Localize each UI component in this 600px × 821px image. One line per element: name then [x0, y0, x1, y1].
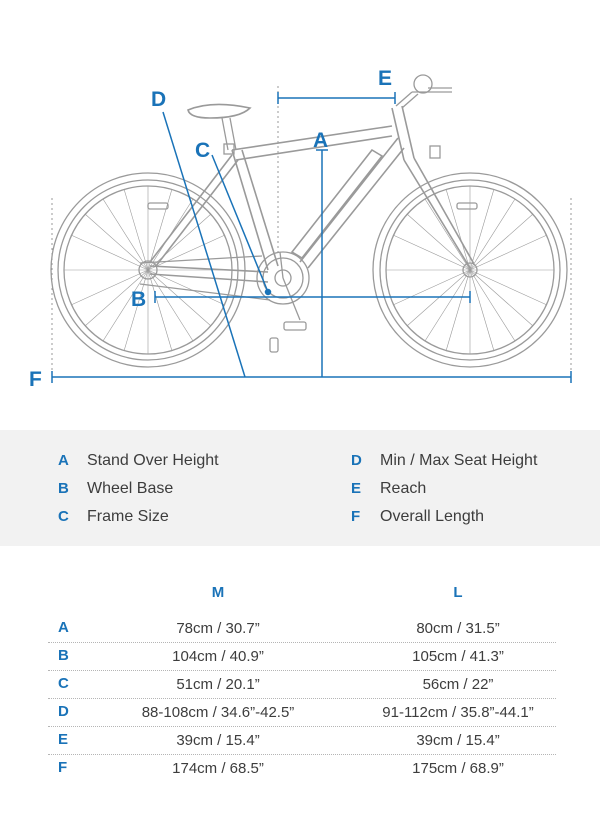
- table-row: [48, 670, 556, 699]
- table-row: [48, 614, 556, 643]
- label-f: F: [29, 368, 42, 391]
- dimension-lines: [52, 92, 571, 383]
- legend-text: Frame Size: [87, 508, 169, 525]
- legend-code: D: [351, 452, 362, 469]
- row-value-m: 39cm / 15.4”: [176, 732, 260, 749]
- table-row: [48, 726, 556, 755]
- row-value-l: 80cm / 31.5”: [416, 620, 500, 637]
- row-code: D: [58, 703, 69, 720]
- front-reflector: [457, 203, 477, 209]
- legend-text: Min / Max Seat Height: [380, 452, 538, 469]
- row-value-l: 56cm / 22”: [422, 676, 494, 693]
- row-code: A: [58, 619, 69, 636]
- legend-text: Reach: [380, 480, 427, 497]
- table-row: [48, 754, 556, 782]
- dimension-legend: [0, 430, 600, 546]
- table-row: [48, 698, 556, 727]
- row-value-m: 104cm / 40.9”: [172, 648, 264, 665]
- bike-frame: [150, 106, 474, 282]
- row-code: C: [58, 675, 69, 692]
- legend-code: B: [58, 480, 69, 497]
- column-header-l: L: [453, 584, 463, 601]
- label-a: A: [313, 129, 329, 152]
- row-value-l: 39cm / 15.4”: [416, 732, 500, 749]
- row-value-m: 51cm / 20.1”: [176, 676, 260, 693]
- bike-illustration: [51, 75, 567, 367]
- row-value-m: 88-108cm / 34.6”-42.5”: [141, 704, 295, 721]
- rear-reflector: [148, 203, 168, 209]
- row-value-l: 91-112cm / 35.8”-44.1”: [382, 704, 534, 721]
- legend-text: Stand Over Height: [87, 452, 219, 469]
- row-value-l: 105cm / 41.3”: [412, 648, 504, 665]
- column-header-m: M: [211, 584, 225, 601]
- legend-text: Wheel Base: [87, 480, 174, 497]
- legend-code: A: [58, 452, 69, 469]
- row-code: E: [58, 731, 69, 748]
- label-c: C: [195, 139, 211, 162]
- row-value-m: 174cm / 68.5”: [172, 760, 264, 777]
- legend-code: E: [351, 480, 362, 497]
- size-table: [0, 546, 600, 821]
- table-row: [48, 642, 556, 671]
- legend-text: Overall Length: [380, 508, 485, 525]
- label-b: B: [131, 288, 147, 311]
- row-code: B: [58, 647, 69, 664]
- legend-code: F: [351, 508, 361, 525]
- legend-code: C: [58, 508, 69, 525]
- label-d: D: [151, 88, 167, 111]
- row-value-l: 175cm / 68.9”: [412, 760, 504, 777]
- label-e: E: [378, 67, 393, 90]
- row-value-m: 78cm / 30.7”: [176, 620, 260, 637]
- row-code: F: [58, 759, 68, 776]
- extent-guides: [52, 86, 571, 378]
- front-wheel: [373, 173, 567, 367]
